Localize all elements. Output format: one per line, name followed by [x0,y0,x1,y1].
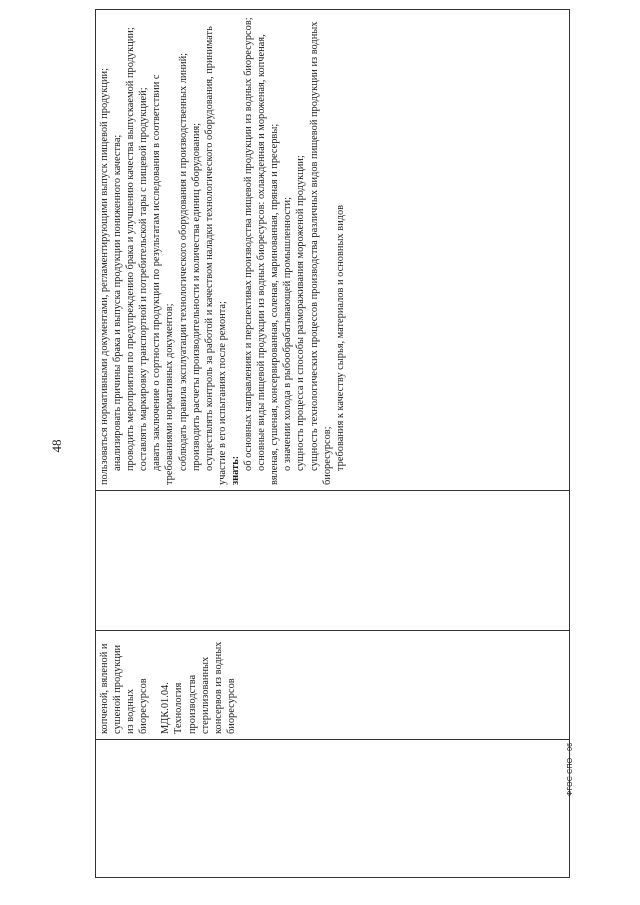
requirement-line: сущность процесса и способы размораживания мороженой продукции; [295,155,307,471]
requirement-line: анализировать причины брака и выпуска продукции пониженного качества; [112,134,124,471]
module-text-line: МДК.01.04. Технология производства стерилизованных консервов из водных биоресурсов [160,641,237,734]
requirement-line: знать: [229,455,241,485]
requirement-line: пользоваться нормативными документами, регламентирующими выпуск пищевой продукции; [99,68,110,485]
table-cell-empty-1 [96,740,570,878]
requirements-list [96,10,347,490]
requirement-line: об основных направлениях и перспективах производства пищевой продукции из водных биоресурсов; [243,17,255,471]
requirement-line: давать заключение о сортности продукции по результатам исследования в соответствии с требованиями нормативных документов; [151,74,176,485]
requirement-line: производить расчеты производительности и количества единиц оборудования; [190,122,202,471]
requirement-line: о значении холода в рыбообрабатывающей промышленности; [282,196,294,471]
table-cell-requirements [96,10,570,491]
module-text-line: копченой, вяленой и сушеной продукции из водных биоресурсов [99,643,150,734]
footer-code: ФГОС СПО - 06 [567,742,574,796]
requirement-line: осуществлять контроль за работой и качеством наладки технологического оборудования, принимать участие в его испытаниях после ремонта; [203,26,228,485]
requirement-line: требования к качеству сырья, материалов и основных видов [334,204,346,471]
page-number: 48 [49,439,64,453]
requirement-line: соблюдать правила эксплуатации технологического оборудования и производственных линий; [177,52,189,471]
table-cell-empty-3 [96,491,570,631]
requirement-line: основные виды пищевой продукции из водных биоресурсов: охлажденная и мороженая, копченая, вяленая, сушеная, консервированная, соленая, маринованная, пряная и пресервы; [256,34,281,485]
requirement-line: составлять маркировку транспортной и потребительской тары с пищевой продукцией; [138,87,150,471]
table-row [96,10,570,878]
table-cell-module [96,631,570,740]
landscape-table-wrapper [95,10,570,878]
rotated-page [95,10,570,878]
requirement-line: сущность технологических процессов производства различных видов пищевой продукции из водных биоресурсов; [308,21,333,485]
requirement-line: проводить мероприятия по предупреждению брака и улучшению качества выпускаемой продукции; [125,27,137,471]
curriculum-table [95,9,570,878]
